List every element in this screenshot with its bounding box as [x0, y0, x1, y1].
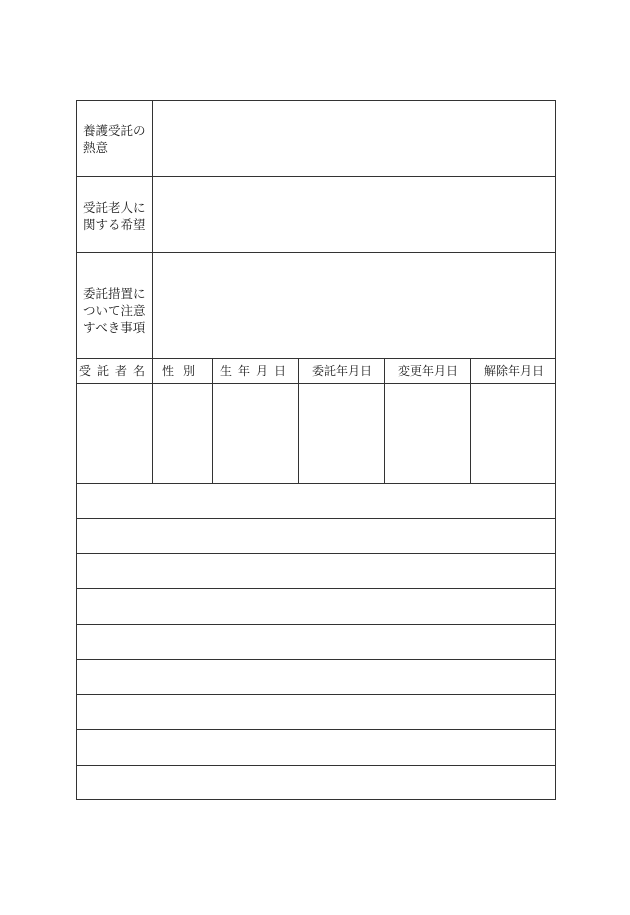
answer-area-elderly-preferences[interactable] — [153, 177, 556, 252]
header-sex: 性別 — [161, 364, 204, 378]
cell-change-date[interactable] — [385, 384, 470, 483]
cell-sex[interactable] — [153, 384, 212, 483]
label-entrustment-notes: 委託措置に ついて注意 すべき事項 — [83, 286, 146, 335]
blank-line — [77, 765, 555, 766]
blank-line — [77, 659, 555, 660]
row-divider — [77, 483, 555, 484]
header-birth-date: 生年月日 — [219, 364, 292, 378]
cell-termination-date[interactable] — [471, 384, 556, 483]
blank-line — [77, 729, 555, 730]
blank-line — [77, 624, 555, 625]
elderly-care-entrustment-form — [76, 100, 556, 800]
answer-area-entrustment-notes[interactable] — [153, 253, 556, 358]
blank-line — [77, 588, 555, 589]
header-trustee-name: 受託者名 — [78, 364, 151, 378]
label-elderly-preferences: 受託老人に 関する希望 — [83, 200, 146, 232]
header-entrustment-date: 委託年月日 — [311, 364, 372, 378]
cell-birth-date[interactable] — [213, 384, 298, 483]
header-termination-date: 解除年月日 — [483, 364, 544, 378]
blank-line — [77, 553, 555, 554]
blank-line — [77, 518, 555, 519]
answer-area-care-enthusiasm[interactable] — [153, 101, 556, 176]
header-change-date: 変更年月日 — [397, 364, 458, 378]
label-care-enthusiasm: 養護受託の 熱意 — [83, 123, 146, 155]
blank-line — [77, 694, 555, 695]
cell-entrustment-date[interactable] — [299, 384, 384, 483]
cell-trustee-name[interactable] — [77, 384, 152, 483]
